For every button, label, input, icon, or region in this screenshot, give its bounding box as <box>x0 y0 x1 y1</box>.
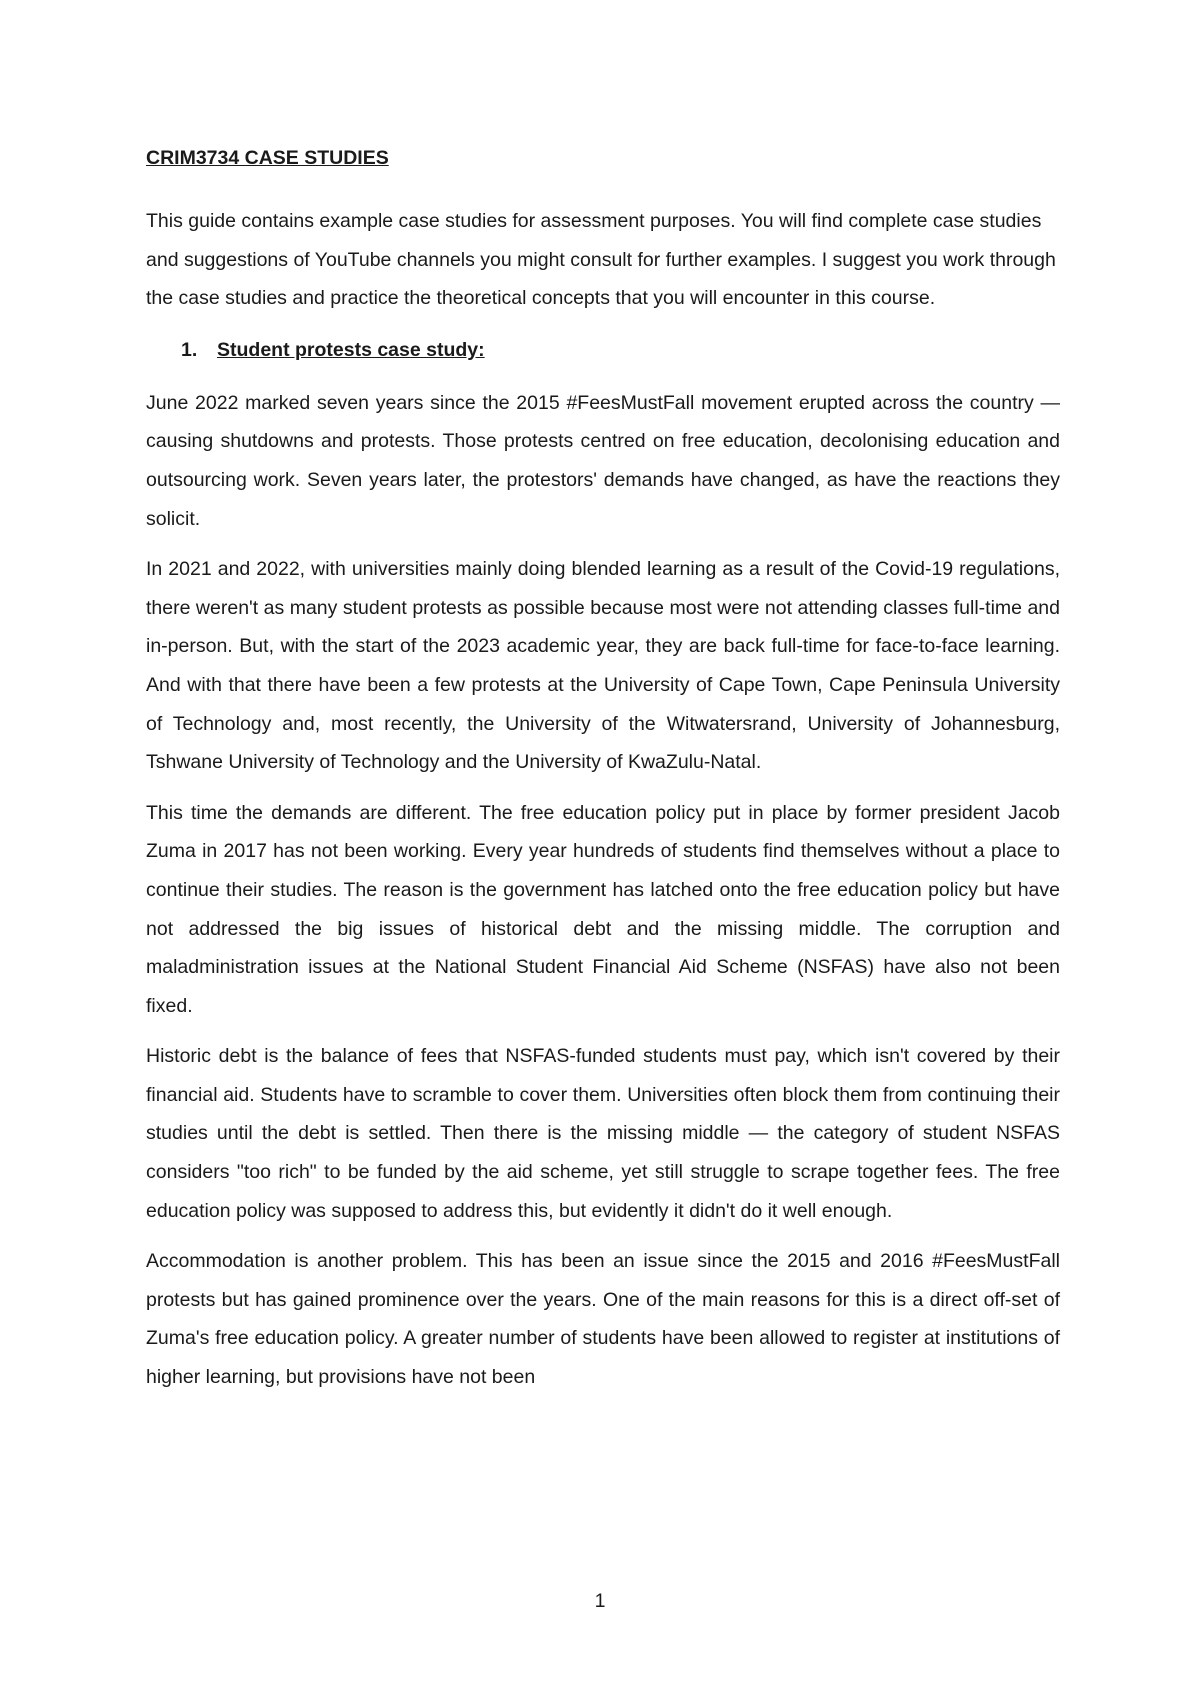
body-paragraph: Historic debt is the balance of fees that NSFAS-funded students must pay, which isn't covered by their financial aid. Students have to scramble to cover them. Universities often block them from continuing their studies until the debt is settled. Then there is the missing middle — the category of student NSFAS considers "too rich" to be funded by the aid scheme, yet still struggle to scrape together fees. The free education policy was supposed to address this, but evidently it didn't do it well enough. <box>146 1045 1060 1222</box>
body-paragraph: Accommodation is another problem. This has been an issue since the 2015 and 2016 #FeesMustFall protests but has gained prominence over the years. One of the main reasons for this is a direct off-set of Zuma's free education policy. A greater number of students have been allowed to register at institutions of higher learning, but provisions have not been <box>146 1250 1060 1389</box>
page-body <box>146 144 1060 1409</box>
section-title: Student protests case study: <box>217 338 485 361</box>
section-number: 1. <box>181 338 198 361</box>
body-paragraph: In 2021 and 2022, with universities mainly doing blended learning as a result of the Covid-19 regulations, there weren't as many student protests as possible because most were not attending classes full-time and in-person. But, with the start of the 2023 academic year, they are back full-time for face-to-face learning. And with that there have been a few protests at the University of Cape Town, Cape Peninsula University of Technology and, most recently, the University of the Witwatersrand, University of Johannesburg, Tshwane University of Technology and the University of KwaZulu-Natal. <box>146 558 1060 774</box>
intro-paragraph: This guide contains example case studies for assessment purposes. You will find complete case studies and suggestions of YouTube channels you might consult for further examples. I suggest you work through the case studies and practice the theoretical concepts that you will encounter in this course. <box>146 210 1056 310</box>
section-heading <box>146 336 1060 364</box>
body-paragraph: This time the demands are different. The free education policy put in place by former president Jacob Zuma in 2017 has not been working. Every year hundreds of students find themselves without a place to continue their studies. The reason is the government has latched onto the free education policy but have not addressed the big issues of historical debt and the missing middle. The corruption and maladministration issues at the National Student Financial Aid Scheme (NSFAS) have also not been fixed. <box>146 801 1060 1017</box>
document-title: CRIM3734 CASE STUDIES <box>146 147 389 169</box>
page-number: 1 <box>594 1590 606 1612</box>
body-paragraph: June 2022 marked seven years since the 2015 #FeesMustFall movement erupted across the country — causing shutdowns and protests. Those protests centred on free education, decolonising education and outsourcing work. Seven years later, the protestors' demands have changed, as have the reactions they solicit. <box>146 391 1060 530</box>
